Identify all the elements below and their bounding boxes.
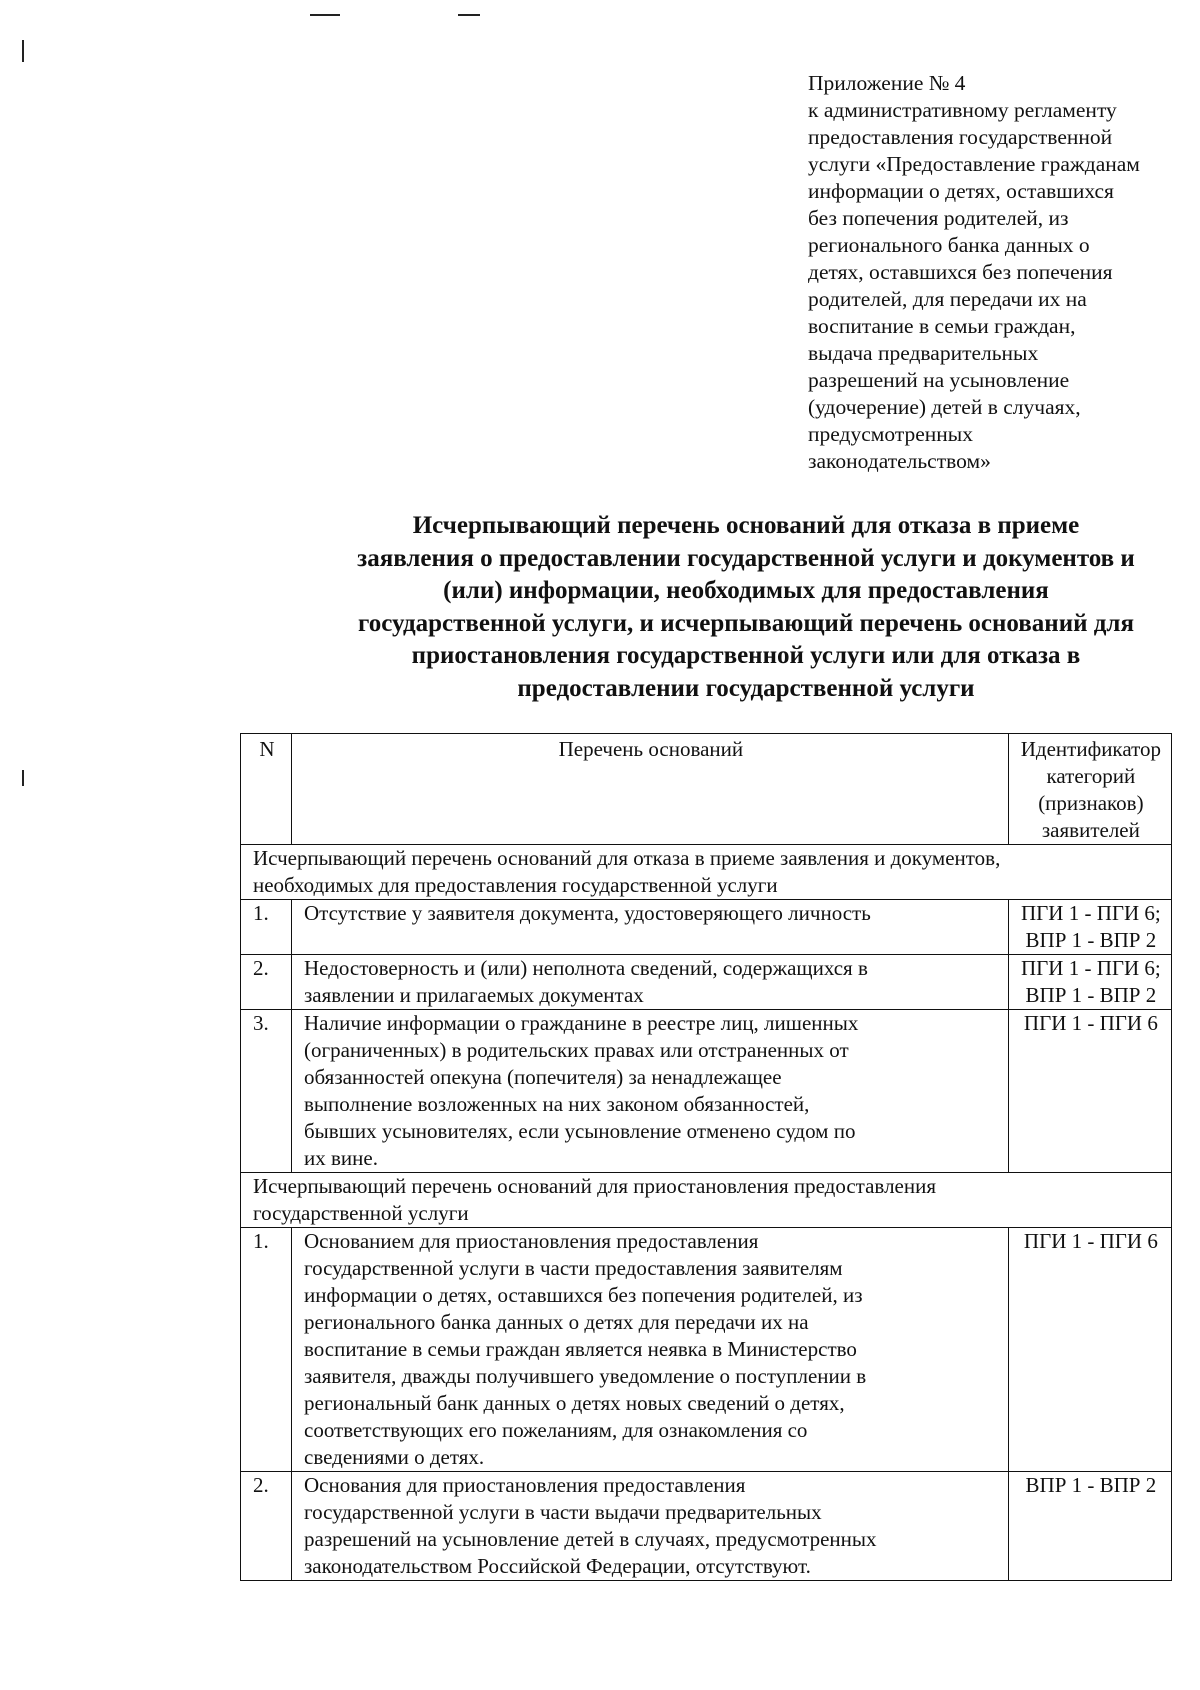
row-text-line: Отсутствие у заявителя документа, удостоверяющего личность — [304, 901, 871, 925]
scan-mark-left-edge-2 — [22, 770, 24, 786]
appendix-line: детях, оставшихся без попечения — [808, 260, 1113, 284]
row-text-line: соответствующих его пожеланиям, для ознакомления со — [304, 1418, 808, 1442]
appendix-line: воспитание в семьи граждан, — [808, 314, 1076, 338]
appendix-line: законодательством» — [808, 449, 991, 473]
row-text-line: сведениями о детях. — [304, 1445, 485, 1469]
row-number: 2. — [241, 955, 292, 1010]
table-row — [241, 1010, 1172, 1173]
appendix-line: предоставления государственной — [808, 125, 1113, 149]
table-row — [241, 900, 1172, 955]
scan-mark-top-left — [310, 14, 340, 16]
appendix-line: предусмотренных — [808, 422, 973, 446]
section-row-refusal — [241, 845, 1172, 900]
row-text-line: выполнение возложенных на них законом обязанностей, — [304, 1092, 810, 1116]
section-title-line: Исчерпывающий перечень оснований для приостановления предоставления — [253, 1174, 937, 1198]
row-identifier — [1008, 1010, 1171, 1173]
row-text-line: региональный банк данных о детях новых сведений о детях, — [304, 1391, 845, 1415]
section-title — [241, 1173, 1172, 1228]
row-text-line: разрешений на усыновление детей в случаях, предусмотренных — [304, 1527, 877, 1551]
scan-mark-left-edge — [22, 40, 24, 62]
appendix-line: к административному регламенту — [808, 98, 1117, 122]
appendix-line: (удочерение) детей в случаях, — [808, 395, 1081, 419]
row-number: 1. — [241, 1228, 292, 1472]
row-identifier-line: ВПР 1 - ВПР 2 — [1025, 928, 1157, 952]
row-text-line: воспитание в семьи граждан является неявка в Министерство — [304, 1337, 857, 1361]
section-title-line: необходимых для предоставления государственной услуги — [253, 873, 778, 897]
appendix-line: Приложение № 4 — [808, 71, 966, 95]
section-title-line: Исчерпывающий перечень оснований для отказа в приеме заявления и документов, — [253, 846, 1001, 870]
row-identifier-line: ПГИ 1 - ПГИ 6; — [1020, 956, 1161, 980]
row-text-line: государственной услуги в части выдачи предварительных — [304, 1500, 822, 1524]
table-row — [241, 1472, 1172, 1581]
row-text-line: (ограниченных) в родительских правах или отстраненных от — [304, 1038, 849, 1062]
appendix-line: регионального банка данных о — [808, 233, 1090, 257]
row-identifier-line: ПГИ 1 - ПГИ 6 — [1023, 1011, 1158, 1035]
row-identifier — [1008, 1228, 1171, 1472]
header-identifier — [1008, 734, 1171, 845]
title-line: приостановления государственной услуги или для отказа в — [411, 642, 1081, 669]
row-identifier-line: ВПР 1 - ВПР 2 — [1025, 1473, 1157, 1497]
row-text-line: заявителя, дважды получившего уведомление о поступлении в — [304, 1364, 867, 1388]
table-header-row — [241, 734, 1172, 845]
appendix-line: информации о детях, оставшихся — [808, 179, 1114, 203]
row-text — [292, 900, 1009, 955]
row-number: 1. — [241, 900, 292, 955]
row-text-line: заявлении и прилагаемых документах — [304, 983, 644, 1007]
section-row-suspension — [241, 1173, 1172, 1228]
section-title-line: государственной услуги — [253, 1201, 469, 1225]
appendix-line: родителей, для передачи их на — [808, 287, 1087, 311]
header-identifier-line: категорий — [1046, 764, 1136, 788]
title-line: (или) информации, необходимых для предоставления — [443, 577, 1049, 604]
row-text-line: информации о детях, оставшихся без попечения родителей, из — [304, 1283, 863, 1307]
title-line: предоставлении государственной услуги — [517, 674, 975, 702]
row-text-line: государственной услуги в части предоставления заявителям — [304, 1256, 843, 1280]
row-text — [292, 955, 1009, 1010]
row-text — [292, 1472, 1009, 1581]
row-text-line: их вине. — [304, 1146, 378, 1170]
row-identifier-line: ПГИ 1 - ПГИ 6; — [1020, 901, 1161, 925]
title-line: Исчерпывающий перечень оснований для отказа в приеме — [412, 512, 1080, 539]
row-text-line: Недостоверность и (или) неполнота сведений, содержащихся в — [304, 956, 868, 980]
row-identifier-line: ПГИ 1 - ПГИ 6 — [1023, 1229, 1158, 1253]
row-identifier — [1008, 900, 1171, 955]
document-title — [296, 510, 1196, 705]
row-text-line: законодательством Российской Федерации, отсутствуют. — [304, 1554, 811, 1578]
row-identifier — [1008, 955, 1171, 1010]
row-text-line: обязанностей опекуна (попечителя) за ненадлежащее — [304, 1065, 782, 1089]
header-identifier-line: заявителей — [1041, 818, 1140, 842]
appendix-line: разрешений на усыновление — [808, 368, 1070, 392]
grounds-table — [240, 733, 1172, 1581]
table-row — [241, 955, 1172, 1010]
row-text-line: бывших усыновителях, если усыновление отменено судом по — [304, 1119, 856, 1143]
header-identifier-line: Идентификатор — [1020, 737, 1161, 761]
row-text-line: Наличие информации о гражданине в реестре лиц, лишенных — [304, 1011, 859, 1035]
header-n: N — [241, 734, 292, 845]
row-text — [292, 1010, 1009, 1173]
row-text-line: Основанием для приостановления предоставления — [304, 1229, 759, 1253]
appendix-line: без попечения родителей, из — [808, 206, 1069, 230]
scan-mark-top-right — [458, 14, 480, 16]
row-text-line: регионального банка данных о детях для передачи их на — [304, 1310, 809, 1334]
header-grounds: Перечень оснований — [292, 734, 1009, 845]
table-row — [241, 1228, 1172, 1472]
row-identifier — [1008, 1472, 1171, 1581]
appendix-header — [808, 70, 1193, 475]
header-identifier-line: (признаков) — [1038, 791, 1144, 815]
row-text — [292, 1228, 1009, 1472]
appendix-line: выдача предварительных — [808, 341, 1039, 365]
section-title — [241, 845, 1172, 900]
row-number: 3. — [241, 1010, 292, 1173]
row-number: 2. — [241, 1472, 292, 1581]
title-line: заявления о предоставлении государственной услуги и документов и — [357, 544, 1135, 572]
title-line: государственной услуги, и исчерпывающий перечень оснований для — [358, 609, 1134, 637]
row-text-line: Основания для приостановления предоставления — [304, 1473, 746, 1497]
row-identifier-line: ВПР 1 - ВПР 2 — [1025, 983, 1157, 1007]
appendix-line: услуги «Предоставление гражданам — [808, 152, 1140, 176]
